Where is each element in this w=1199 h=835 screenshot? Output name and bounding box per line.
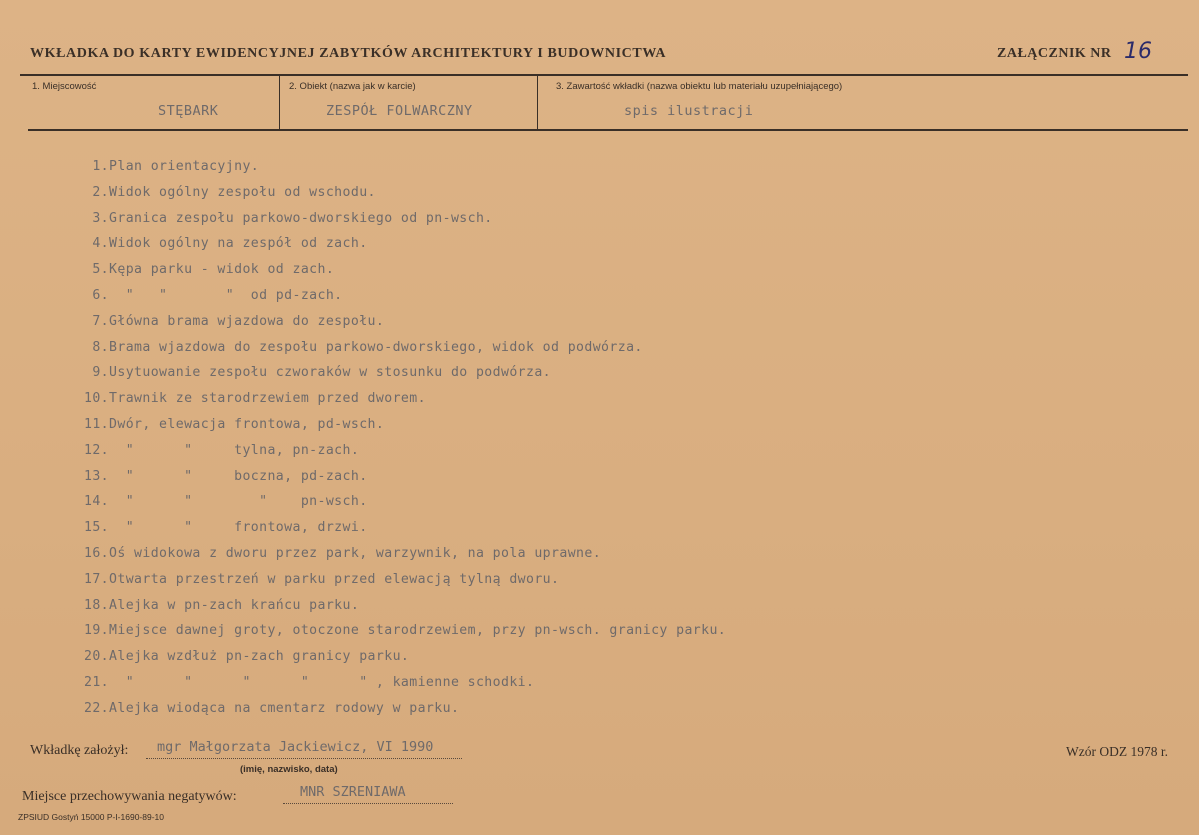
list-item: 2.Widok ogólny zespołu od wschodu. (84, 184, 376, 200)
list-item: 10.Trawnik ze starodrzewiem przed dworem. (84, 391, 426, 407)
header-bottom-rule (28, 129, 1188, 131)
list-item: 8.Brama wjazdowa do zespołu parkowo-dworskiego, widok od podwórza. (84, 339, 643, 355)
annex-number: 16 (1124, 39, 1152, 64)
field-divider-2 (537, 74, 538, 129)
list-item: 4.Widok ogólny na zespół od zach. (84, 236, 368, 252)
list-item: 16.Oś widokowa z dworu przez park, warzywnik, na pola uprawne. (84, 545, 602, 561)
storage-dotted-line (283, 803, 453, 804)
author-sublabel: (imię, nazwisko, data) (240, 764, 338, 775)
annex-label: ZAŁĄCZNIK NR (997, 46, 1112, 61)
list-item: 17.Otwarta przestrzeń w parku przed elewacją tylną dworu. (84, 571, 560, 587)
list-item: 15. " " frontowa, drzwi. (84, 520, 368, 536)
storage-value: MNR SZRENIAWA (300, 784, 406, 800)
list-item: 6. " " " od pd-zach. (84, 287, 343, 303)
illustration-list (84, 159, 726, 727)
list-item: 13. " " boczna, pd-zach. (84, 468, 368, 484)
list-item: 22.Alejka wiodąca na cmentarz rodowy w parku. (84, 700, 460, 716)
list-item: 5.Kępa parku - widok od zach. (84, 262, 335, 278)
locality-value: STĘBARK (158, 103, 219, 119)
list-item: 18.Alejka w pn-zach krańcu parku. (84, 597, 360, 613)
list-item: 14. " " " pn-wsch. (84, 494, 368, 510)
author-value: mgr Małgorzata Jackiewicz, VI 1990 (157, 739, 434, 755)
header-top-rule (20, 74, 1188, 76)
list-item: 7.Główna brama wjazdowa do zespołu. (84, 313, 385, 329)
storage-label: Miejsce przechowywania negatywów: (22, 789, 237, 804)
content-value: spis ilustracji (624, 103, 754, 119)
list-item: 11.Dwór, elewacja frontowa, pd-wsch. (84, 416, 385, 432)
object-label: 2. Obiekt (nazwa jak w karcie) (289, 81, 416, 92)
field-divider-1 (279, 74, 280, 129)
list-item: 3.Granica zespołu parkowo-dworskiego od pn-wsch. (84, 210, 493, 226)
object-value: ZESPÓŁ FOLWARCZNY (326, 103, 473, 119)
list-item: 1.Plan orientacyjny. (84, 159, 260, 174)
list-item: 21. " " " " " , kamienne schodki. (84, 674, 535, 690)
form-version: Wzór ODZ 1978 r. (1066, 744, 1168, 759)
list-item: 19.Miejsce dawnej groty, otoczone starodrzewiem, przy pn-wsch. granicy parku. (84, 623, 727, 639)
print-info: ZPSIUD Gostyń 15000 P-I-1690-89-10 (18, 812, 164, 822)
author-dotted-line (146, 758, 462, 759)
list-item: 20.Alejka wzdłuż pn-zach granicy parku. (84, 649, 410, 665)
locality-label: 1. Miejscowość (32, 81, 97, 92)
document-title: WKŁADKA DO KARTY EWIDENCYJNEJ ZABYTKÓW ARCHITEKTURY I BUDOWNICTWA (30, 46, 667, 61)
author-label: Wkładkę założył: (30, 743, 129, 758)
content-label: 3. Zawartość wkładki (nazwa obiektu lub materiału uzupełniającego) (556, 81, 843, 92)
list-item: 9.Usytuowanie zespołu czworaków w stosunku do podwórza. (84, 365, 552, 381)
list-item: 12. " " tylna, pn-zach. (84, 442, 360, 458)
